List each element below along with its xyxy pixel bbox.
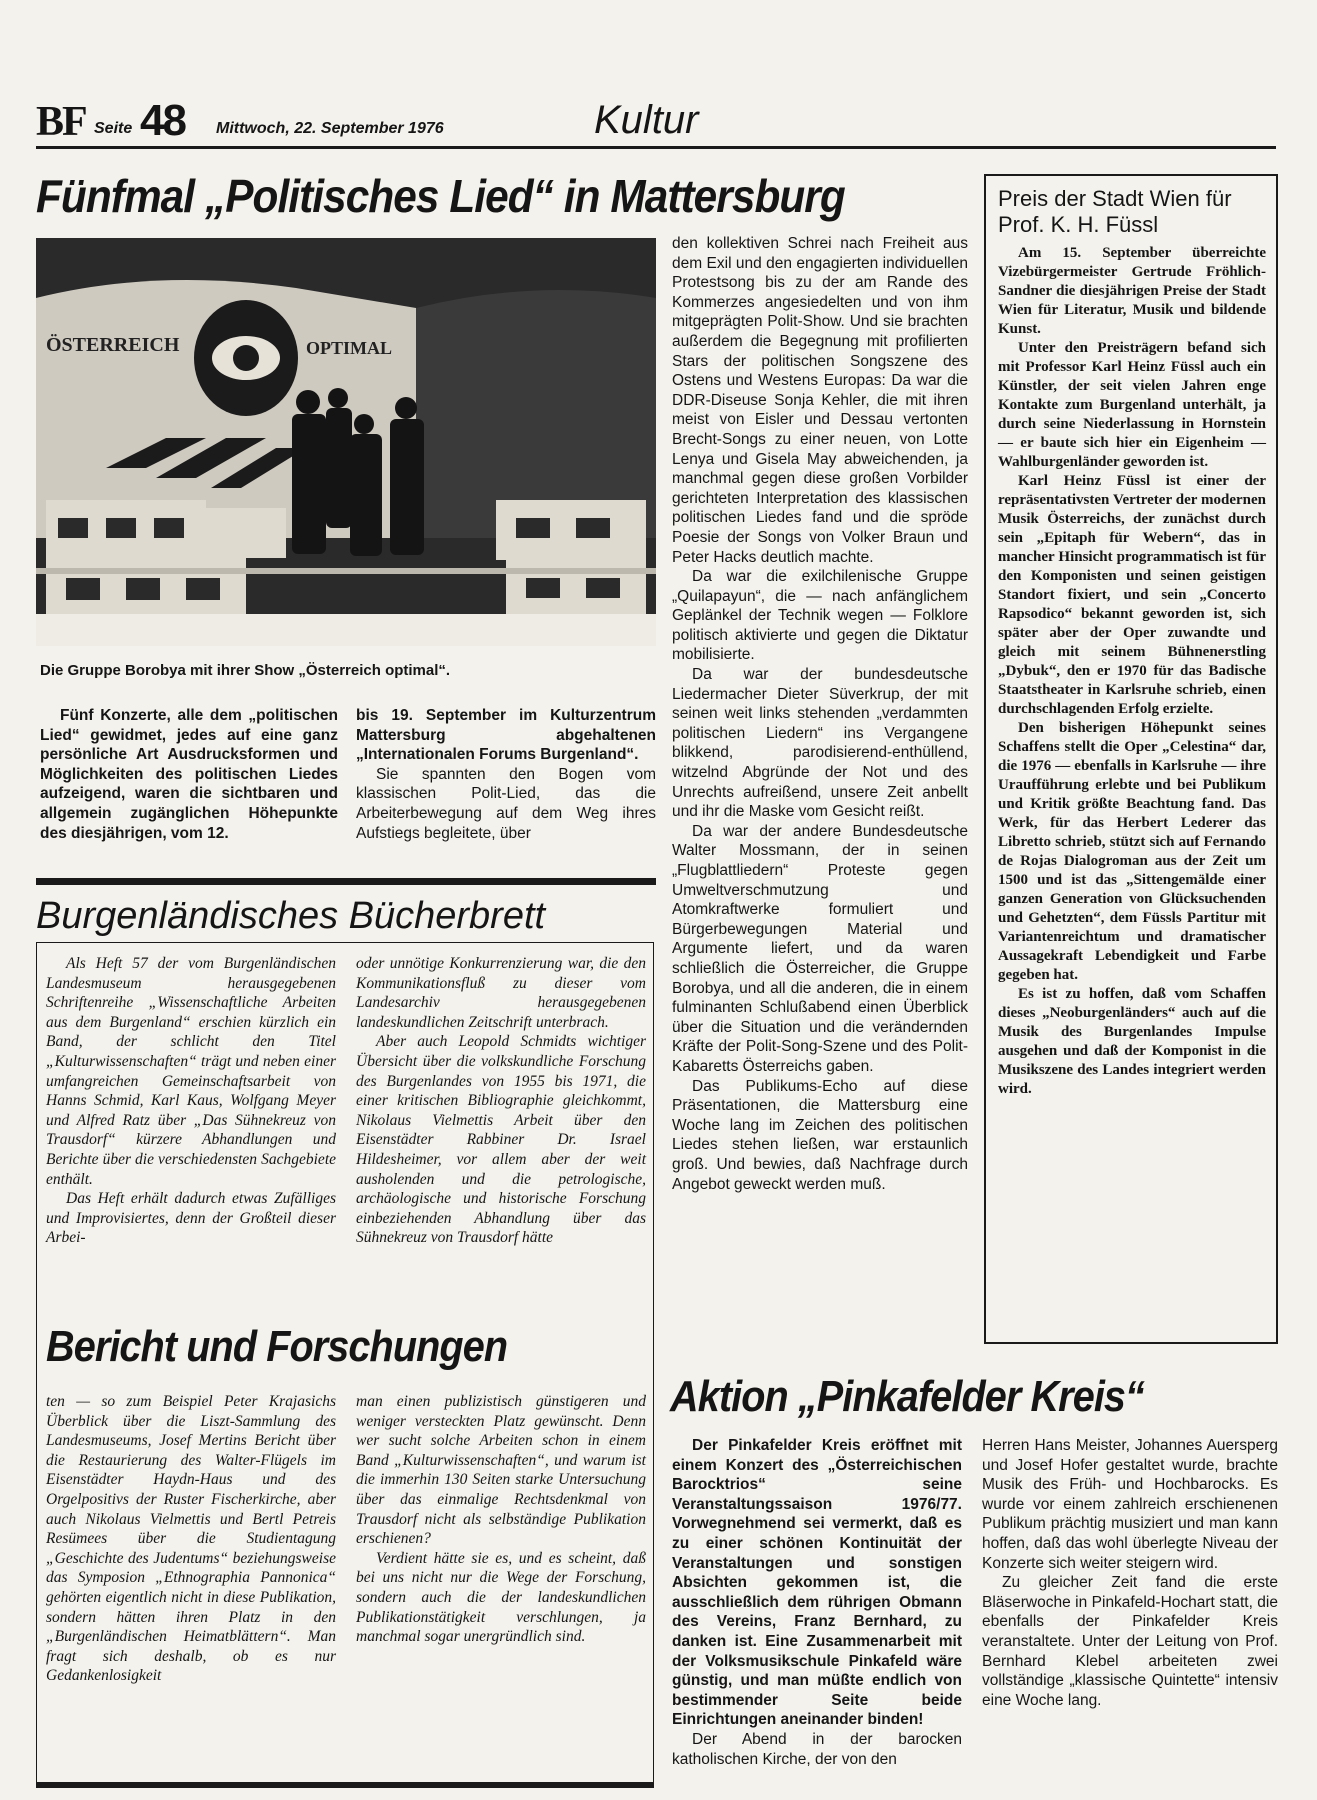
sidebar-box: [984, 174, 1278, 1344]
col3-paragraph: Da war der bundesdeutsche Liedermacher Dieter Süverkrup, der mit seinen weit links stehenden „verdammten politischen Liedern“ ins Vergangene blikkend, parodisierend-enthüllend, witzelnd Abgründe der Not und des Unrechts aufreißend, unsere Zeit anbellt und ihr die Maske vom Gesicht reißt.: [672, 666, 968, 821]
main-headline: Fünfmal „Politisches Lied“ in Mattersburg: [36, 170, 845, 222]
books-col4: man einen publizistisch günstigeren und weniger versteckten Platz gewünscht. Denn wer sucht solche Arbeiten schon in einem Band „Kulturwissenschaften“, und warum ist die immerhin 130 Seiten starke Untersuchung über das einmalige Rechtsdenkmal von Trausdorf nicht als selbständige Publikation erschienen? Verdient hätte sie es, und es scheint, daß bei uns nicht nur die Wege der Forschung, sondern auch die der landeskundlichen Publikationstätigkeit verschlungen, ja manchmal sogar unergründlich sind.: [356, 1393, 646, 1646]
sidebar-body: [998, 244, 1266, 1099]
concert-photo: [36, 238, 656, 646]
masthead-rule: [36, 146, 1276, 149]
banner-text-left: ÖSTERREICH: [46, 334, 180, 356]
sidebar-paragraph: Karl Heinz Füssl ist einer der repräsentativsten Vertreter der modernen Musik Österreichs, der zunächst durch sein „Epitaph für Webern“, das in mancher Hinsicht programmatisch ist für den Komponisten und seinen geistigen Standort fixiert, und sein „Concerto Rapsodico“ bekannt geworden ist, sich später aber der Oper zuwandte und gleich mit seinem Bühnenerstling „Dybuk“, den er 1970 für das Badische Staatstheater in Karlsruhe schrieb, einen durchschlagenden Erfolg erzielte.: [998, 473, 1266, 717]
masthead: [36, 96, 1276, 148]
main-article-col3: [672, 234, 968, 1194]
books-col2: oder unnötige Konkurrenzierung war, die den Kommunikationsfluß zu dieser vom Landesarchiv herausgegebenen landeskundlichen Zeitschrift unterbrach. Aber auch Leopold Schmidts wichtiger Übersicht über die volkskundliche Forschung des Burgenlandes von 1955 bis 1971, die einer kritischen Bibliographie gleichkommt, Nikolaus Vielmettis Arbeit über den Eisenstädter Rabbiner Dr. Israel Hildesheimer, vor allem aber der weit ausholenden und die petrologische, archäologische und historische Forschung einbeziehenden Abhandlung über das Sühnekreuz von Trausdorf hätte: [356, 955, 646, 1247]
sidebar-paragraph: Den bisherigen Höhepunkt seines Schaffens stellt die Oper „Celestina“ dar, die 1976 — ebenfalls in Karlsruhe — ihre Uraufführung erlebte und bei Publikum und Kritik größte Beachtung fand. Das Werk, für das Herbert Lederer das Libretto schrieb, stützt sich auf Fernando de Rojas Dialogroman aus der Zeit um 1500 und ist das „Sittengemälde einer ganzen Generation von Glücksuchenden und Gehetzten“, dem Füssls Partitur mit Variantenreichtum und dramatischer Aussagekraft Lebendigkeit und Farbe gegeben hat.: [998, 720, 1266, 983]
col3-paragraph: Da war der andere Bundesdeutsche Walter Mossmann, der in seinen „Flugblattliedern“ Proteste gegen Umweltverschmutzung und Atomkraftwerke formuliert und Bürgerbewegungen Material und Argumente liefert, und da waren schließlich die Österreicher, die Gruppe Borobya, und all die anderen, die in einem fulminanten Schlußabend einen Überblick über die Situation und die verändernden Kräfte der Polit-Song-Szene und des Polit-Kabaretts Österreichs gaben.: [672, 822, 968, 1075]
page-label: Seite: [94, 120, 133, 137]
section-divider: [36, 878, 656, 885]
stage-illustration: [36, 238, 656, 646]
issue-date: Mittwoch, 22. September 1976: [216, 120, 444, 137]
sidebar-paragraph: Unter den Preisträgern befand sich mit Professor Karl Heinz Füssl auch ein Künstler, der seit vielen Jahren enge Kontakte zum Burgenland unterhält, ja durch seine Niederlassung in Hornstein — er baute sich hier ein Eigenheim — Wahlburgenländer geworden ist.: [998, 340, 1266, 470]
section-title: Kultur: [594, 98, 699, 142]
sidebar-title: Preis der Stadt Wien für Prof. K. H. Füssl: [998, 186, 1232, 237]
main-article-col2: bis 19. September im Kulturzentrum Mattersburg abgehaltenen „Internationalen Forums Burgenland“. Sie spannten den Bogen vom klassischen Polit-Lied, das die Arbeiterbewegung auf dem Weg ihres Aufstiegs begleitete, über: [356, 707, 656, 842]
newspaper-logo: BF: [36, 99, 86, 145]
pinkafeld-col1: Der Pinkafelder Kreis eröffnet mit einem Konzert des „Österreichischen Barocktrios“ seine Veranstaltungssaison 1976/77. Vorwegnehmend sei vermerkt, daß es zu einer schönen Kontinuität der Veranstaltungen und sonstigen Absichten gekommen ist, die ausschließlich dem rührigen Obmann des Vereins, Franz Bernhard, zu danken ist. Eine Zusammenarbeit mit der Volksmusikschule Pinkafeld wäre günstig, und man müßte endlich von bestimmender Seite beide Einrichtungen aneinander binden! Der Abend in der barocken katholischen Kirche, der von den: [672, 1437, 962, 1768]
banner-text-right: OPTIMAL: [306, 338, 393, 358]
photo-caption: Die Gruppe Borobya mit ihrer Show „Österreich optimal“.: [40, 662, 451, 679]
page-number: 48: [140, 96, 185, 145]
pinkafeld-headline: Aktion „Pinkafelder Kreis“: [670, 1372, 1144, 1421]
books-title: Burgenländisches Bücherbrett: [36, 895, 546, 937]
col3-paragraph: den kollektiven Schrei nach Freiheit aus dem Exil und den engagierten individuellen Protestsong bis zu der am Rande des Kommerzes angesiedelten und von ihm mitgeprägten Polit-Show. Und sie brachten außerdem die Begegnung mit profilierten Stars der politischen Songszene des Ostens und Westens Europas: Da war die DDR-Diseuse Sonja Kehler, die mit ihren meist von Eisler und Dessau vertonten Brecht-Songs zu einer neuen, von Lotte Lenya und Gisela May abweichenden, ja manchmal gegen diese großen Vorbilder gerichteten Interpretation des klassischen politischen Liedes fand und die spröde Poesie der Songs von Volker Braun und Peter Hacks deutlich machte.: [672, 235, 968, 566]
sidebar-paragraph: Es ist zu hoffen, daß vom Schaffen dieses „Neoburgenländers“ auch auf die Musik des Burgenlandes Impulse ausgehen und daß der Komponist in die Musikszene des Landes integriert werden wird.: [998, 986, 1266, 1097]
main-article-col1: Fünf Konzerte, alle dem „politischen Lied“ gewidmet, jedes auf eine ganz persönliche Art Ausdrucksformen und Möglichkeiten des politischen Liedes aufzeigend, waren die sichtbaren und allgemein zugänglichen Höhepunkte des diesjährigen, vom 12.: [40, 707, 338, 842]
books-col1: Als Heft 57 der vom Burgenländischen Landesmuseum herausgegebenen Schriftenreihe „Wissenschaftliche Arbeiten aus dem Burgenland“ erschien kürzlich ein Band, der schlicht den Titel „Kulturwissenschaften“ trägt und neben einer umfangreichen Gemeinschaftsarbeit von Hanns Schmid, Karl Kaus, Wolfgang Meyer und Alfred Ratz über „Das Sühnekreuz von Trausdorf“ kürzere Abhandlungen und Berichte über die verschiedensten Sachgebiete enthält. Das Heft erhält dadurch etwas Zufälliges und Improvisiertes, denn der Großteil dieser Arbei-: [46, 955, 336, 1247]
col3-paragraph: Das Publikums-Echo auf diese Präsentationen, die Mattersburg eine Woche lang im Zeichen des politischen Liedes stehen ließen, war erstaunlich groß. Und bewies, daß Nachfrage durch Angebot geweckt werden muß.: [672, 1077, 968, 1193]
col3-paragraph: Da war die exilchilenische Gruppe „Quilapayun“, die — nach anfänglichem Geplänkel der Technik wegen — Folklore politisch aktivierte und gegen die Diktatur mobilisierte.: [672, 568, 968, 664]
books-col3: ten — so zum Beispiel Peter Krajasichs Überblick über die Liszt-Sammlung des Landesmuseums, Josef Mertins Bericht über die Restaurierung des Walter-Flügels im Eisenstädter Haydn-Haus und des Orgelpositivs der Ruster Fischerkirche, aber auch Nikolaus Vielmettis und Bertl Petreis Resümees über die Studientagung „Geschichte des Judentums“ beziehungsweise das Symposion „Ethnographia Pannonica“ gehörten eigentlich nicht in diese Publikation, sondern hätten ihren Platz in den „Burgenländischen Heimatblättern“. Man fragt sich deshalb, ob es nur Gedankenlosigkeit: [46, 1393, 336, 1685]
books-subheadline: Bericht und Forschungen: [46, 1322, 508, 1371]
pinkafeld-col2: Herren Hans Meister, Johannes Auersperg und Josef Hofer gestaltet wurde, brachte Musik des Früh- und Hochbarocks. Es wurde vor einem zahlreich erschienenen Publikum prächtig musiziert und man kann hoffen, daß das wohl überlegte Niveau der Konzerte sich weiter steigern wird. Zu gleicher Zeit fand die erste Bläserwoche in Pinkafeld-Hochart statt, die ebenfalls der Pinkafelder Kreis veranstaltete. Unter der Leitung von Prof. Bernhard Klebel arbeiteten zwei vollständige „klassische Quintette“ intensiv eine Woche lang.: [982, 1437, 1278, 1709]
sidebar-paragraph: Am 15. September überreichte Vizebürgermeister Gertrude Fröhlich-Sandner die diesjährigen Preise der Stadt Wien für Literatur, Musik und bildende Kunst.: [998, 245, 1266, 337]
